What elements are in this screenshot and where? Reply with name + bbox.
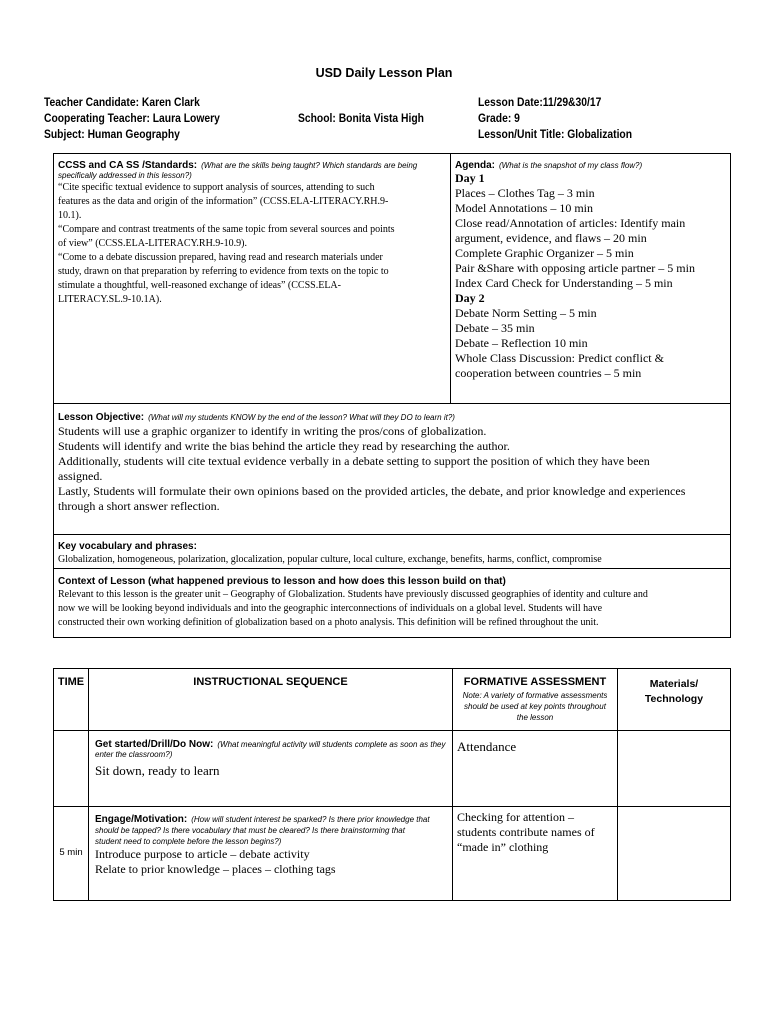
col-header-time: TIME [57, 676, 85, 688]
formative-note: the lesson [516, 713, 554, 722]
col-header-sequence: INSTRUCTIONAL SEQUENCE [193, 676, 348, 688]
standards-line: 10.1). [58, 210, 82, 221]
agenda-day-1: Day 1 [455, 171, 485, 185]
agenda-item: Debate – Reflection 10 min [455, 336, 588, 350]
grade: Grade: 9 [478, 111, 520, 125]
standards-line: LITERACY.SL.9-10.1A). [58, 294, 162, 305]
standards-line: “Cite specific textual evidence to support analysis of sources, attending to such [58, 182, 375, 193]
objective-line: Students will use a graphic organizer to identify in writing the pros/cons of globalization. [58, 424, 487, 438]
standards-line: stimulate a thoughtful, well-reasoned exchange of ideas” (CCSS.ELA- [58, 280, 341, 291]
objective-line: Lastly, Students will formulate their own opinions based on the provided articles, the debate, and prior knowledge and experiences [58, 484, 686, 498]
agenda-item: Whole Class Discussion: Predict conflict & [455, 351, 664, 365]
document-title: USD Daily Lesson Plan [315, 66, 453, 80]
agenda-item: Pair &Share with opposing article partner – 5 min [455, 261, 695, 275]
context-box [53, 568, 731, 638]
agenda-item: Index Card Check for Understanding – 5 min [455, 276, 673, 290]
context-line: Relevant to this lesson is the greater unit – Geography of Globalization. Students have previously discussed geographies of identity and culture and [58, 589, 648, 600]
get-started-assessment: Attendance [457, 739, 517, 754]
engage-label: Engage/Motivation: [95, 814, 188, 825]
engage-note-2: should be tapped? Is there vocabulary that must be cleared? Is there brainstorming that [95, 826, 405, 835]
standards-line: “Come to a debate discussion prepared, having read and research materials under [58, 252, 383, 263]
agenda-item: Places – Clothes Tag – 3 min [455, 186, 595, 200]
row-divider [54, 806, 730, 807]
row-get-started [95, 737, 447, 778]
row-engage [95, 812, 447, 877]
objective-box [53, 403, 731, 535]
instructional-table [53, 668, 731, 901]
get-started-note-2: enter the classroom?) [95, 750, 173, 759]
context-line: constructed their own working definition of globalization based on a photo analysis. This definition will be refined throughout the unit. [58, 617, 599, 628]
agenda-item: Complete Graphic Organizer – 5 min [455, 246, 634, 260]
row-divider [54, 730, 730, 731]
standards-note-2: specifically addressed in this lesson?) [58, 171, 192, 180]
vocabulary-box [53, 534, 731, 569]
lesson-date: Lesson Date:11/29&30/17 [478, 95, 602, 109]
standards-note: (What are the skills being taught? Which standards are being [201, 161, 418, 170]
engage-assessment [457, 810, 595, 855]
subject: Subject: Human Geography [44, 127, 180, 141]
col-header-formative [453, 676, 617, 723]
standards-section [54, 154, 454, 307]
context-label: Context of Lesson (what happened previous to lesson and how does this lesson build on that) [58, 576, 506, 587]
engage-note-3: student need to complete before the lesson begins?) [95, 837, 282, 846]
agenda-item: cooperation between countries – 5 min [455, 366, 642, 380]
teacher-candidate: Teacher Candidate: Karen Clark [44, 95, 200, 109]
agenda-item: Close read/Annotation of articles: Identify main [455, 216, 686, 230]
agenda-label: Agenda: [455, 160, 495, 171]
engage-assessment-line: “made in” clothing [457, 840, 549, 854]
get-started-text: Sit down, ready to learn [95, 763, 220, 778]
standards-line: study, drawn on that preparation by referring to evidence from texts on the topic to [58, 266, 389, 277]
col-header-materials [618, 677, 730, 707]
engage-line: Relate to prior knowledge – places – clothing tags [95, 862, 336, 876]
cooperating-teacher: Cooperating Teacher: Laura Lowery [44, 111, 220, 125]
standards-line: “Compare and contrast treatments of the same topic from several sources and points [58, 224, 395, 235]
agenda-item: argument, evidence, and flaws – 20 min [455, 231, 647, 245]
objective-line: Students will identify and write the bias behind the article they read by researching the author. [58, 439, 510, 453]
standards-line: of view” (CCSS.ELA-LITERACY.RH.9-10.9). [58, 238, 247, 249]
agenda-item: Debate – 35 min [455, 321, 535, 335]
school: School: Bonita Vista High [298, 111, 424, 125]
vocabulary-text: Globalization, homogeneous, polarization, glocalization, popular culture, local culture, exchange, benefits, harms, conflict, compromise [58, 554, 602, 565]
objective-note: (What will my students KNOW by the end of the lesson? What will they DO to learn it?) [148, 413, 455, 422]
lesson-title: Lesson/Unit Title: Globalization [478, 127, 633, 141]
engage-assessment-line: students contribute names of [457, 825, 595, 839]
standards-agenda-box [53, 153, 731, 404]
agenda-item: Debate Norm Setting – 5 min [455, 306, 597, 320]
materials-title: Materials/ [649, 678, 699, 690]
vocabulary-label: Key vocabulary and phrases: [58, 541, 197, 552]
objective-label: Lesson Objective: [58, 412, 145, 423]
agenda-note: (What is the snapshot of my class flow?) [499, 161, 643, 170]
formative-title: FORMATIVE ASSESSMENT [463, 676, 607, 688]
standards-label: CCSS and CA SS /Standards: [58, 160, 198, 171]
get-started-note: (What meaningful activity will students complete as soon as they [217, 740, 446, 749]
context-line: now we will be looking beyond individuals and into the geographic interconnections of individuals on a global level. Students will have [58, 603, 603, 614]
formative-note: Note: A variety of formative assessments [462, 691, 608, 700]
objective-line: through a short answer reflection. [58, 499, 220, 513]
objective-line: assigned. [58, 469, 103, 483]
engage-time: 5 min [59, 847, 83, 858]
formative-note: should be used at key points throughout [464, 702, 606, 711]
engage-assessment-line: Checking for attention – [457, 810, 574, 824]
engage-line: Introduce purpose to article – debate activity [95, 847, 310, 861]
col-divider [88, 669, 89, 900]
materials-title: Technology [644, 693, 704, 705]
agenda-section [451, 154, 734, 381]
agenda-item: Model Annotations – 10 min [455, 201, 593, 215]
agenda-day-2: Day 2 [455, 291, 485, 305]
standards-line: features as the data and origin of the information” (CCSS.ELA-LITERACY.RH.9- [58, 196, 389, 207]
objective-line: Additionally, students will cite textual evidence verbally in a debate setting to support the position of which they have been [58, 454, 650, 468]
get-started-label: Get started/Drill/Do Now: [95, 739, 214, 750]
engage-note: (How will student interest be sparked? Is there prior knowledge that [191, 815, 430, 824]
